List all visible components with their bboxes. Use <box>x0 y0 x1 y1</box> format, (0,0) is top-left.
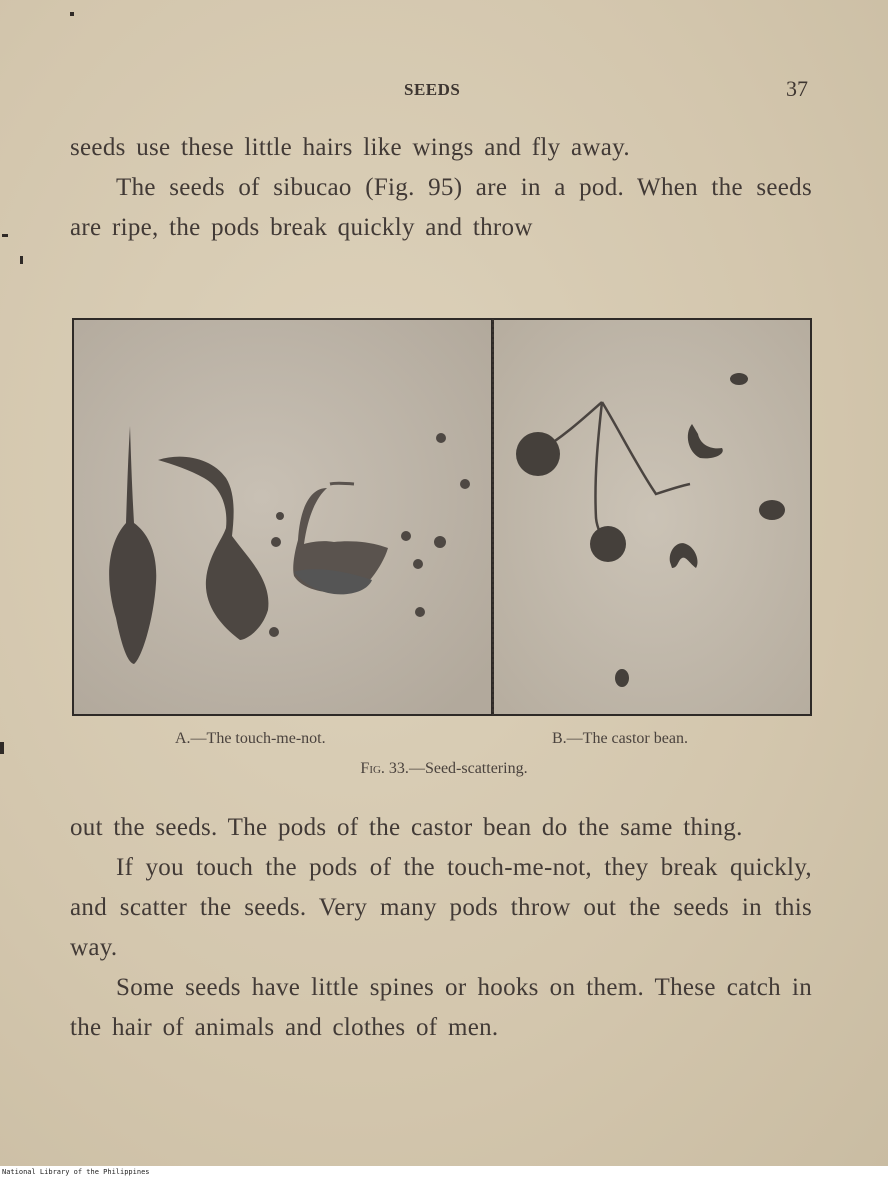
margin-speck <box>2 234 8 237</box>
figure-illustration <box>72 318 812 716</box>
text-block-bottom <box>70 808 812 1048</box>
caption-b: B.—The castor bean. <box>552 730 688 747</box>
paragraph-castor-bean: out the seeds. The pods of the castor bean do the same thing. <box>70 814 743 841</box>
figure-title <box>0 760 888 778</box>
page-number: 37 <box>786 76 808 101</box>
page-header <box>0 76 888 106</box>
margin-speck <box>20 256 23 264</box>
caption-a: A.—The touch-me-not. <box>175 730 326 747</box>
paragraph-continuation: seeds use these little hairs like wings and fly away. <box>70 134 630 161</box>
paragraph-touch-me-not: If you touch the pods of the touch-me-not, they break quickly, and scatter the seeds. Very many pods throw out the seeds in this way. <box>70 854 812 961</box>
figure-captions <box>0 730 888 754</box>
paragraph-spines-hooks: Some seeds have little spines or hooks on them. These catch in the hair of animals and clothes of men. <box>70 974 812 1041</box>
running-head: SEEDS <box>404 80 461 99</box>
text-block-top <box>70 128 812 248</box>
figure-number: Fig. 33. <box>360 760 409 777</box>
margin-speck <box>0 742 4 754</box>
margin-speck <box>70 12 74 16</box>
paragraph-sibucao: The seeds of sibucao (Fig. 95) are in a pod. When the seeds are ripe, the pods break quickly and throw <box>70 174 812 241</box>
figure-seed-scattering <box>72 318 812 716</box>
library-watermark: National Library of the Philippines <box>0 1166 888 1178</box>
figure-title-text: —Seed-scattering. <box>408 760 528 777</box>
